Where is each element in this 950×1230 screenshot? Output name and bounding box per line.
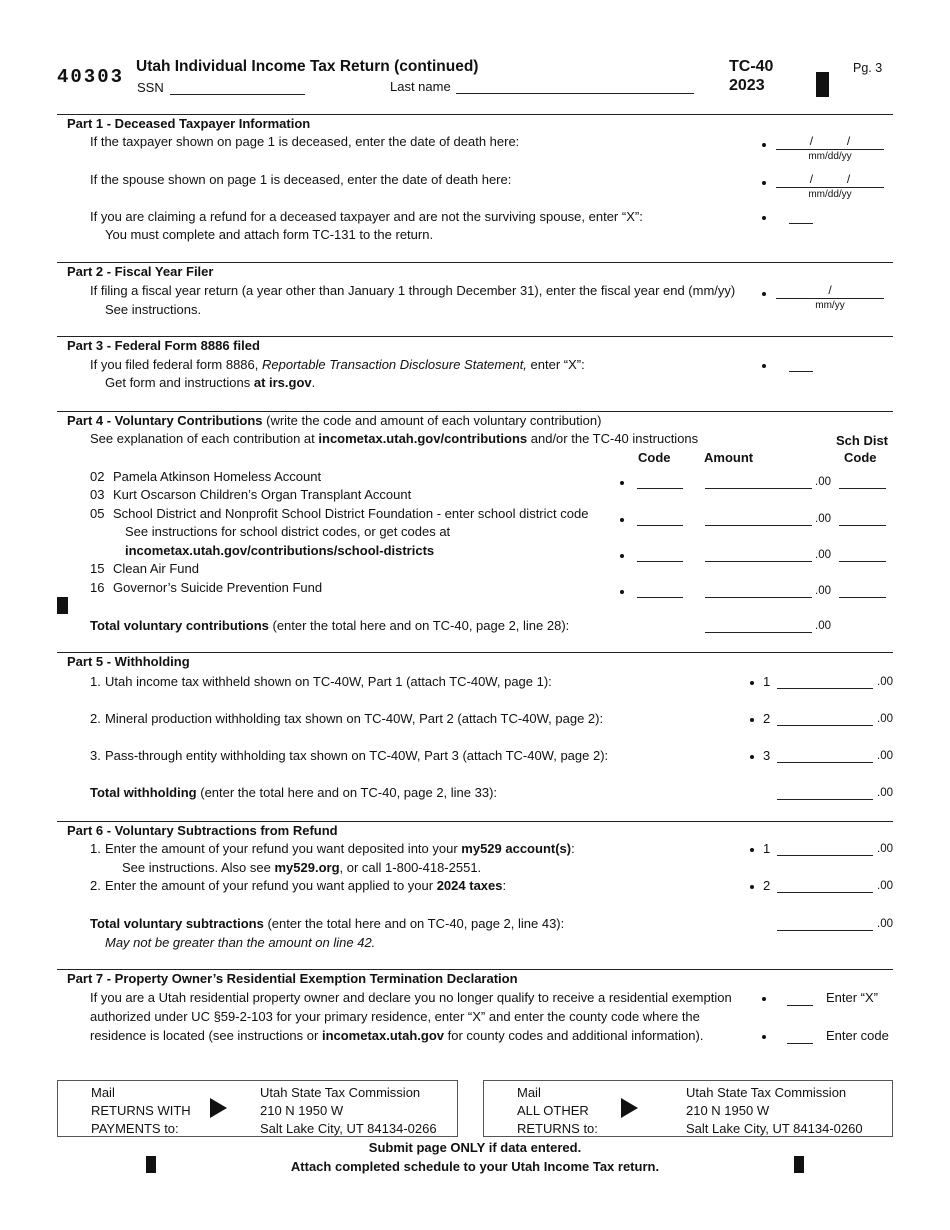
amount-decimal-label: .00 [877,787,893,799]
date-format-hint: mm/yy [815,300,845,311]
withholding-amount-field[interactable] [777,675,873,689]
contribution-code: 03 [90,487,105,502]
bullet-dot [762,997,766,1001]
irs-gov-link-text: at irs.gov [253,375,312,390]
mail-lines [91,1084,191,1138]
col-header-code: Code [638,450,671,465]
school-district-note: See instructions for school district codes, or get codes at [125,524,451,539]
registration-mark-bottom-right [794,1156,804,1173]
ssn-label: SSN [137,80,164,95]
county-code-field[interactable] [787,1030,813,1044]
incometax-link-text: incometax.utah.gov [321,1028,445,1043]
part1-spouse-line: If the spouse shown on page 1 is deceased, enter the date of death here: [90,172,512,187]
amount-decimal-label: .00 [877,880,893,892]
school-districts-link-text: incometax.utah.gov/contributions/school-districts [125,543,435,558]
part3-line-post: enter “X”: [526,357,585,372]
part4-total-rest: (enter the total here and on TC-40, page 2, line 28): [268,618,570,633]
part4-title-rest: (write the code and amount of each voluntary contribution) [262,413,602,428]
taxpayer-death-date-field[interactable] [776,134,884,162]
address-line: Utah State Tax Commission [686,1085,847,1100]
form-number: TC-40 [729,58,774,75]
contribution-code: 02 [90,469,105,484]
bullet-dot [762,143,766,147]
section-divider [57,411,893,412]
bullet-dot [620,554,624,558]
slash: / [828,283,832,297]
amount-decimal-label: .00 [815,585,831,597]
amount-decimal-label: .00 [877,918,893,930]
contribution-entry-row [615,547,893,565]
col-header-amount: Amount [704,450,754,465]
last-name-label: Last name [390,79,451,94]
part4-see-line [90,431,698,446]
withholding-amount-field[interactable] [777,749,873,763]
part7-line2: authorized under UC §59-2-103 for your primary residence, enter “X” and enter the county code where the [90,1009,700,1024]
page-number: Pg. 3 [853,61,883,75]
address-line: Salt Lake City, UT 84134-0266 [260,1121,437,1136]
total-contributions-field[interactable] [705,618,812,633]
part7-line3 [90,1028,703,1043]
part7-title: Part 7 - Property Owner’s Residential Exemption Termination Declaration [67,971,518,986]
school-district-code-field[interactable] [839,583,886,598]
bullet-dot [750,848,754,852]
mail-box-all-other [483,1080,893,1137]
part4-total-line [90,618,569,633]
contribution-item [90,506,588,521]
part5-title: Part 5 - Withholding [67,654,190,669]
submit-note: Submit page ONLY if data entered. [368,1140,582,1155]
withholding-row-text [90,748,608,763]
bullet-dot [762,181,766,185]
contribution-amount-field[interactable] [705,583,812,598]
contribution-entry-row [615,583,893,601]
mail-label: Mail [91,1085,115,1100]
mail-address [686,1084,863,1138]
part7-line3-post: for county codes and additional information). [444,1028,704,1043]
subtraction-entry [750,878,893,896]
part7-line1: If you are a Utah residential property owner and declare you no longer qualify to receive a residential exemption [90,990,732,1005]
subtraction-entry [750,841,893,859]
row-number: 2. [90,878,101,893]
amount-decimal-label: .00 [815,620,831,632]
part3-line [90,357,585,372]
total-subtractions-field[interactable] [777,917,873,931]
deceased-refund-x-field[interactable] [789,210,813,224]
section-divider [57,652,893,653]
amount-decimal-label: .00 [815,476,831,488]
subtraction-row-text [90,841,575,856]
part1-title: Part 1 - Deceased Taxpayer Information [67,116,311,131]
row-label-post: : [571,841,575,856]
col-header-sch-dist-code: Code [844,450,877,465]
part3-note-pre: Get form and instructions [105,375,254,390]
part6-total-bold: Total voluntary subtractions [90,916,264,931]
col-header-sch-dist: Sch Dist [836,433,889,448]
bullet-dot [762,216,766,220]
school-district-code-field[interactable] [839,511,886,526]
school-district-code-field[interactable] [839,474,886,489]
date-format-hint: mm/dd/yy [808,189,852,200]
contribution-code-field[interactable] [637,547,683,562]
line-number: 1 [763,674,771,689]
section-divider [57,114,893,115]
part1-refund-note: You must complete and attach form TC-131 to the return. [105,227,434,242]
line-number: 3 [763,748,771,763]
part5-total-line [90,785,497,800]
part6-total-line [90,916,564,931]
bullet-dot [750,718,754,722]
contribution-amount-field[interactable] [705,474,812,489]
slash: / [846,134,851,148]
last-name-field[interactable] [456,77,694,94]
withholding-entry [750,748,893,766]
contribution-item [90,580,322,595]
contribution-item [90,487,411,502]
part4-see-post: and/or the TC-40 instructions [527,431,699,446]
date-line [776,172,884,188]
part6-note [122,860,481,875]
enter-code-label: Enter code [826,1028,889,1043]
bullet-dot [750,755,754,759]
address-line: 210 N 1950 W [260,1103,344,1118]
row-number: 1. [90,674,101,689]
address-line: Utah State Tax Commission [260,1085,421,1100]
registration-mark-left [57,597,68,614]
row-label-post: : [502,878,507,893]
amount-decimal-label: .00 [877,676,893,688]
amount-decimal-label: .00 [877,713,893,725]
row-number: 1. [90,841,101,856]
contribution-amount-field[interactable] [705,511,812,526]
part3-note-post: . [311,375,316,390]
part6-title: Part 6 - Voluntary Subtractions from Refund [67,823,338,838]
withholding-row-text [90,674,552,689]
contribution-code-field[interactable] [637,511,683,526]
page-title: Utah Individual Income Tax Return (continued) [136,58,479,75]
withholding-row-text [90,711,603,726]
my529-org-link-text: my529.org [274,860,340,875]
mail-label: RETURNS to: [517,1121,598,1136]
contribution-amount-field[interactable] [705,547,812,562]
school-district-code-field[interactable] [839,547,886,562]
section-divider [57,969,893,970]
section-divider [57,821,893,822]
part4-title-bold: Part 4 - Voluntary Contributions [67,413,263,428]
fiscal-year-end-field[interactable] [776,283,884,311]
contribution-code-field[interactable] [637,583,683,598]
mail-label: Mail [517,1085,541,1100]
contribution-label: Clean Air Fund [113,561,199,576]
part1-taxpayer-line: If the taxpayer shown on page 1 is deceased, enter the date of death here: [90,134,520,149]
date-format-hint: mm/dd/yy [808,151,852,162]
contribution-label: Governor’s Suicide Prevention Fund [113,580,323,595]
line-number: 1 [763,841,771,856]
enter-x-label: Enter “X” [826,990,879,1005]
part3-line-pre: If you filed federal form 8886, [90,357,262,372]
total-withholding-field[interactable] [777,786,873,800]
withholding-entry [750,674,893,692]
ssn-field[interactable] [170,78,305,95]
part4-total-bold: Total voluntary contributions [90,618,269,633]
bullet-dot [762,364,766,368]
line-number: 2 [763,711,771,726]
row-label: Enter the amount of your refund you want deposited into your [105,841,462,856]
form-8886-x-field[interactable] [789,358,813,372]
arrow-right-icon [210,1098,227,1118]
amount-decimal-label: .00 [815,549,831,561]
applied-2024-taxes-field[interactable] [777,879,873,893]
mail-lines [517,1084,598,1138]
contribution-code: 15 [90,561,105,576]
my529-account-text: my529 account(s) [461,841,572,856]
part6-total-rest: (enter the total here and on TC-40, page 2, line 43): [263,916,565,931]
section-divider [57,262,893,263]
part7-line3-pre: residence is located (see instructions or [90,1028,322,1043]
part2-title: Part 2 - Fiscal Year Filer [67,264,214,279]
taxes-2024-text: 2024 taxes [436,878,503,893]
slash: / [809,134,814,148]
date-line [776,134,884,150]
row-label: Pass-through entity withholding tax shown on TC-40W, Part 3 (attach TC-40W, page 2): [105,748,609,763]
attach-note: Attach completed schedule to your Utah Income Tax return. [290,1159,660,1174]
bullet-dot [750,681,754,685]
row-label: Enter the amount of your refund you want applied to your [105,878,437,893]
contributions-link-text: incometax.utah.gov/contributions [318,431,528,446]
mail-label: PAYMENTS to: [91,1121,179,1136]
part3-line-italic: Reportable Transaction Disclosure Statement, [261,357,527,372]
contribution-label: Pamela Atkinson Homeless Account [113,469,322,484]
contribution-code: 16 [90,580,105,595]
mail-address [260,1084,437,1138]
part6-note-pre: See instructions. Also see [122,860,275,875]
contribution-item [90,561,199,576]
registration-mark-top [816,72,829,97]
part4-title [67,413,601,428]
date-line [776,283,884,299]
contribution-code-field[interactable] [637,474,683,489]
contribution-item [90,469,321,484]
mail-box-payments [57,1080,458,1137]
part2-note: See instructions. [105,302,202,317]
amount-decimal-label: .00 [877,843,893,855]
bullet-dot [762,1035,766,1039]
contribution-entry-row [615,511,893,529]
part5-total-rest: (enter the total here and on TC-40, page 2, line 33): [196,785,498,800]
part4-see-pre: See explanation of each contribution at [90,431,319,446]
bullet-dot [762,292,766,296]
residential-exemption-x-field[interactable] [787,992,813,1006]
part5-total-bold: Total withholding [90,785,197,800]
form-year: 2023 [729,77,765,94]
section-divider [57,336,893,337]
my529-deposit-field[interactable] [777,842,873,856]
contribution-label: School District and Nonprofit School District Foundation - enter school district code [113,506,589,521]
contribution-code: 05 [90,506,105,521]
part6-note-post: , or call 1-800-418-2551. [339,860,482,875]
contribution-label: Kurt Oscarson Children’s Organ Transplant Account [113,487,412,502]
slash: / [846,172,851,186]
form-barcode-number: 40303 [57,66,125,88]
address-line: Salt Lake City, UT 84134-0260 [686,1121,863,1136]
slash: / [809,172,814,186]
row-number: 2. [90,711,101,726]
mail-label: ALL OTHER [517,1103,589,1118]
row-label: Mineral production withholding tax shown on TC-40W, Part 2 (attach TC-40W, page 2): [105,711,604,726]
part3-title: Part 3 - Federal Form 8886 filed [67,338,260,353]
spouse-death-date-field[interactable] [776,172,884,200]
bullet-dot [620,481,624,485]
subtraction-row-text [90,878,506,893]
withholding-amount-field[interactable] [777,712,873,726]
registration-mark-bottom-left [146,1156,156,1173]
amount-decimal-label: .00 [815,513,831,525]
withholding-entry [750,711,893,729]
part2-line: If filing a fiscal year return (a year other than January 1 through December 31), enter the fiscal year end (mm/yy) [90,283,736,298]
row-label: Utah income tax withheld shown on TC-40W, Part 1 (attach TC-40W, page 1): [105,674,552,689]
bullet-dot [750,885,754,889]
line-number: 2 [763,878,771,893]
bullet-dot [620,590,624,594]
amount-decimal-label: .00 [877,750,893,762]
arrow-right-icon [621,1098,638,1118]
address-line: 210 N 1950 W [686,1103,770,1118]
bullet-dot [620,518,624,522]
mail-label: RETURNS WITH [91,1103,191,1118]
row-number: 3. [90,748,101,763]
part6-total-note: May not be greater than the amount on line 42. [105,935,376,950]
part3-note [105,375,315,390]
part1-refund-line: If you are claiming a refund for a deceased taxpayer and are not the surviving spouse, enter “X”: [90,209,643,224]
contribution-entry-row [615,474,893,492]
